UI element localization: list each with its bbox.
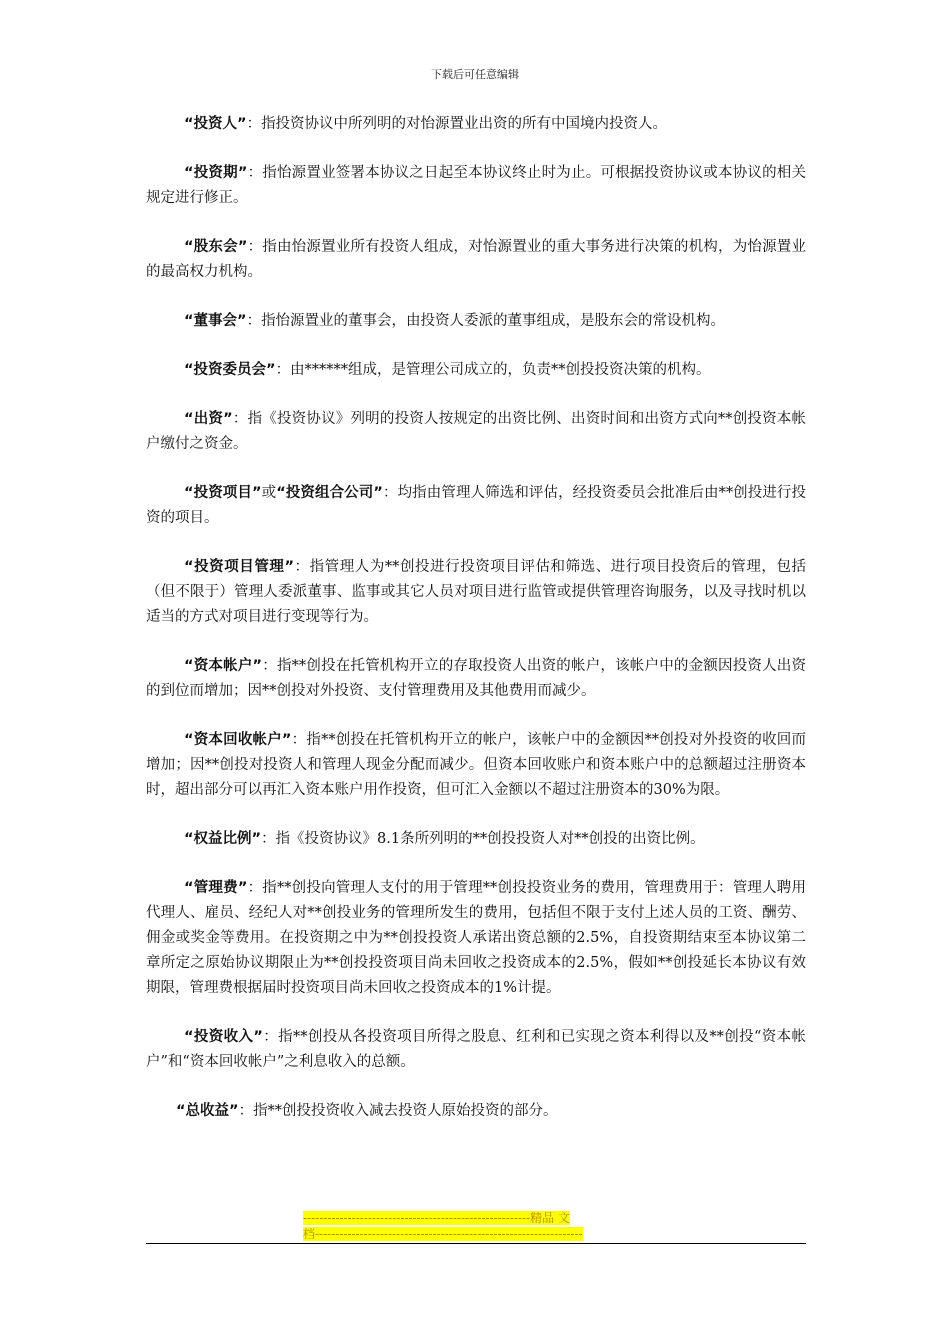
- footer-divider: [146, 1243, 806, 1244]
- definition-term: “管理费”: [184, 880, 248, 896]
- definition-separator: ：: [232, 411, 248, 427]
- definition-term: “董事会”: [184, 313, 247, 329]
- definition-term: “投资期”: [184, 165, 248, 181]
- definition-paragraph: [146, 876, 806, 1001]
- definition-text: 均指由管理人筛选和评估，经投资委员会批准后由**创投进行投资的项目。: [146, 485, 807, 526]
- page-header: 下载后可任意编辑: [431, 68, 519, 81]
- definition-paragraph: [146, 728, 806, 803]
- definition-term: “出资”: [184, 411, 233, 427]
- definition-term: “投资委员会”: [184, 362, 276, 378]
- definition-paragraph: [146, 112, 806, 137]
- footer-watermark-line2: 档------------------------------------------------------------------: [303, 1227, 583, 1241]
- definition-term: “投资人”: [184, 116, 247, 132]
- definition-term: “总收益”: [176, 1103, 239, 1119]
- definition-paragraph: [146, 407, 806, 457]
- definition-separator: ：: [261, 831, 276, 847]
- definition-paragraph: [146, 654, 806, 704]
- definition-separator: ：: [382, 485, 398, 501]
- definition-text: 指由怡源置业所有投资人组成，对怡源置业的重大事务进行决策的机构，为怡源置业的最高权力机构。: [146, 239, 807, 280]
- definition-text: 指管理人为**创投进行投资项目评估和筛选、进行项目投资后的管理，包括（但不限于）管理人委派董事、监事或其它人员对项目进行监管或提供管理咨询服务，以及寻找时机以适当的方式对项目进行变现等行为。: [146, 559, 807, 625]
- definition-term: “投资项目管理”: [184, 559, 294, 575]
- definition-paragraph: [146, 1025, 806, 1075]
- definition-separator: ：: [247, 880, 263, 896]
- definition-paragraph: [146, 481, 806, 531]
- definition-term: “权益比例”: [184, 831, 262, 847]
- definition-separator: ：: [246, 116, 262, 132]
- definition-term: “投资项目”: [184, 485, 262, 501]
- definition-paragraph: [146, 827, 806, 852]
- definition-separator: ：: [246, 313, 262, 329]
- definition-text: 指**创投在托管机构开立的存取投资人出资的帐户，该帐户中的金额因投资人出资的到位而增加；因**创投对外投资、支付管理费用及其他费用而减少。: [146, 658, 807, 699]
- definition-separator: ：: [262, 658, 277, 674]
- definition-separator: ：: [247, 165, 263, 181]
- footer-watermark: [303, 1210, 648, 1242]
- definition-term: “投资收入”: [184, 1029, 263, 1045]
- definition-term: “资本回收帐户”: [184, 732, 292, 748]
- definition-separator: ：: [275, 362, 291, 378]
- definition-text: 指怡源置业的董事会，由投资人委派的董事组成，是股东会的常设机构。: [261, 313, 726, 329]
- definition-term-alt: “投资组合公司”: [276, 485, 383, 501]
- definition-separator: ：: [291, 732, 307, 748]
- definition-paragraph: [146, 309, 806, 334]
- definition-paragraph: [146, 1099, 806, 1124]
- definition-paragraph: [146, 358, 806, 383]
- definition-term-connector: 或: [261, 485, 277, 501]
- definition-text: 指**创投从各投资项目所得之股息、红利和已实现之资本利得以及**创投“资本帐户”和“资本回收帐户”之利息收入的总额。: [146, 1029, 807, 1070]
- definition-separator: ：: [238, 1103, 254, 1119]
- definition-text: 指**创投向管理人支付的用于管理**创投投资业务的费用，管理费用于：管理人聘用代理人、雇员、经纪人对**创投业务的管理所发生的费用，包括但不限于支付上述人员的工资、酬劳、佣金或奖金等费用。在投资期之中为**创投投资人承诺出资总额的2.5%，自投资期结束至本协议第二章所定之原始协议期限止为**创投投资项目尚未回收之投资成本的2.5%，假如**创投延长本协议有效期限，管理费根据届时投资项目尚未回收之投资成本的1%计提。: [146, 880, 807, 996]
- definition-separator: ：: [293, 559, 310, 575]
- definition-paragraph: [146, 235, 806, 285]
- definition-text: 指怡源置业签署本协议之日起至本协议终止时为止。可根据投资协议或本协议的相关规定进行修正。: [146, 165, 807, 206]
- definition-text: 指《投资协议》8.1条所列明的**创投投资人对**创投的出资比例。: [275, 831, 705, 847]
- definition-term: “股东会”: [184, 239, 248, 255]
- footer-watermark-line1: --------------------------------------------------------精品 文: [303, 1211, 570, 1225]
- definition-paragraph: [146, 161, 806, 211]
- definition-separator: ：: [247, 239, 263, 255]
- definition-text: 指投资协议中所列明的对怡源置业出资的所有中国境内投资人。: [261, 116, 668, 132]
- definition-text: 指**创投投资收入减去投资人原始投资的部分。: [253, 1103, 558, 1119]
- definition-term: “资本帐户”: [184, 658, 263, 674]
- definition-separator: ：: [262, 1029, 279, 1045]
- definition-text: 由******组成，是管理公司成立的，负责**创投投资决策的机构。: [290, 362, 711, 378]
- definition-paragraph: [146, 555, 806, 630]
- definitions-list: [146, 112, 806, 1148]
- definition-text: 指《投资协议》列明的投资人按规定的出资比例、出资时间和出资方式向**创投资本帐户缴付之资金。: [146, 411, 807, 452]
- definition-text: 指**创投在托管机构开立的帐户，该帐户中的金额因**创投对外投资的收回而增加；因**创投对投资人和管理人现金分配而减少。但资本回收账户和资本账户中的总额超过注册资本时，超出部分可以再汇入资本账户用作投资，但可汇入金额以不超过注册资本的30%为限。: [146, 732, 807, 798]
